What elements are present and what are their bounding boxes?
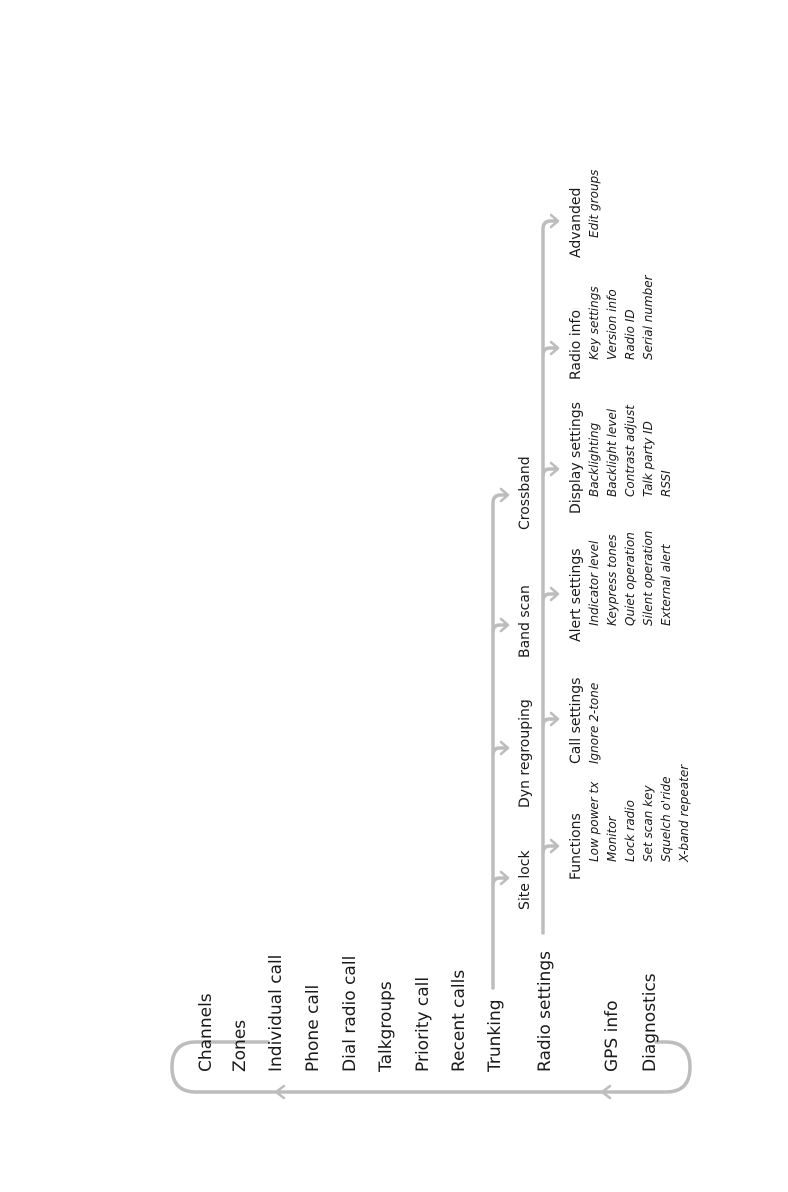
advanced-item: Edit groups xyxy=(587,169,601,238)
trunking-dyn-regrouping: Dyn regrouping xyxy=(517,699,533,808)
menu-zones: Zones xyxy=(230,1019,250,1072)
menu-recent-calls: Recent calls xyxy=(449,969,469,1072)
radio-info-item: Serial number xyxy=(641,275,655,360)
display-settings-item: Talk party ID xyxy=(641,421,655,497)
functions-item: Lock radio xyxy=(623,800,637,862)
trunking-submenu xyxy=(517,456,533,910)
functions-item: Squelch o'ride xyxy=(659,776,673,862)
call-settings-title: Call settings xyxy=(568,677,584,764)
call-settings-group xyxy=(568,678,601,764)
alert-settings-item: Silent operation xyxy=(641,530,655,626)
advanced-group xyxy=(568,170,601,258)
functions-title: Functions xyxy=(568,813,584,880)
main-menu xyxy=(196,951,660,1073)
display-settings-item: Contrast adjust xyxy=(623,405,637,497)
menu-trunking: Trunking xyxy=(485,999,505,1072)
display-settings-item: RSSI xyxy=(659,470,673,497)
radio-info-title: Radio info xyxy=(568,309,584,380)
alert-settings-item: Indicator level xyxy=(587,540,601,626)
radio-settings-submenu xyxy=(568,170,691,880)
radio-info-group xyxy=(568,274,655,380)
functions-item: Low power tx xyxy=(587,781,601,862)
alert-settings-title: Alert settings xyxy=(568,548,584,642)
menu-channels: Channels xyxy=(196,993,216,1072)
radio-info-item: Key settings xyxy=(587,286,601,360)
menu-phone-call: Phone call xyxy=(303,984,323,1072)
advanced-title: Advanded xyxy=(568,187,584,258)
call-settings-item: Ignore 2-tone xyxy=(587,682,601,764)
display-settings-item: Backlight level xyxy=(605,408,619,497)
trunking-band-scan: Band scan xyxy=(517,585,533,658)
menu-talkgroups: Talkgroups xyxy=(376,981,396,1072)
display-settings-item: Backlighting xyxy=(587,422,601,497)
alert-settings-item: External alert xyxy=(659,544,673,626)
menu-diagnostics: Diagnostics xyxy=(640,973,660,1072)
trunking-connector xyxy=(493,495,506,988)
trunking-site-lock: Site lock xyxy=(517,850,533,910)
display-settings-group xyxy=(568,402,673,514)
radio-settings-connector xyxy=(543,221,556,933)
functions-group xyxy=(568,764,691,880)
radio-info-item: Version info xyxy=(605,289,619,360)
functions-item: X-band repeater xyxy=(677,764,691,862)
menu-gps-info: GPS info xyxy=(602,1000,622,1072)
functions-item: Set scan key xyxy=(641,785,655,862)
alert-settings-group xyxy=(568,531,673,642)
menu-dial-radio-call: Dial radio call xyxy=(340,955,360,1072)
alert-settings-item: Keypress tones xyxy=(605,534,619,626)
radio-info-item: Radio ID xyxy=(623,309,637,360)
menu-radio-settings: Radio settings xyxy=(535,951,555,1072)
trunking-crossband: Crossband xyxy=(517,456,533,530)
menu-priority-call: Priority call xyxy=(413,976,433,1072)
alert-settings-item: Quiet operation xyxy=(623,532,637,626)
functions-item: Monitor xyxy=(605,816,619,862)
display-settings-title: Display settings xyxy=(568,402,584,514)
menu-individual-call: Individual call xyxy=(266,954,286,1072)
